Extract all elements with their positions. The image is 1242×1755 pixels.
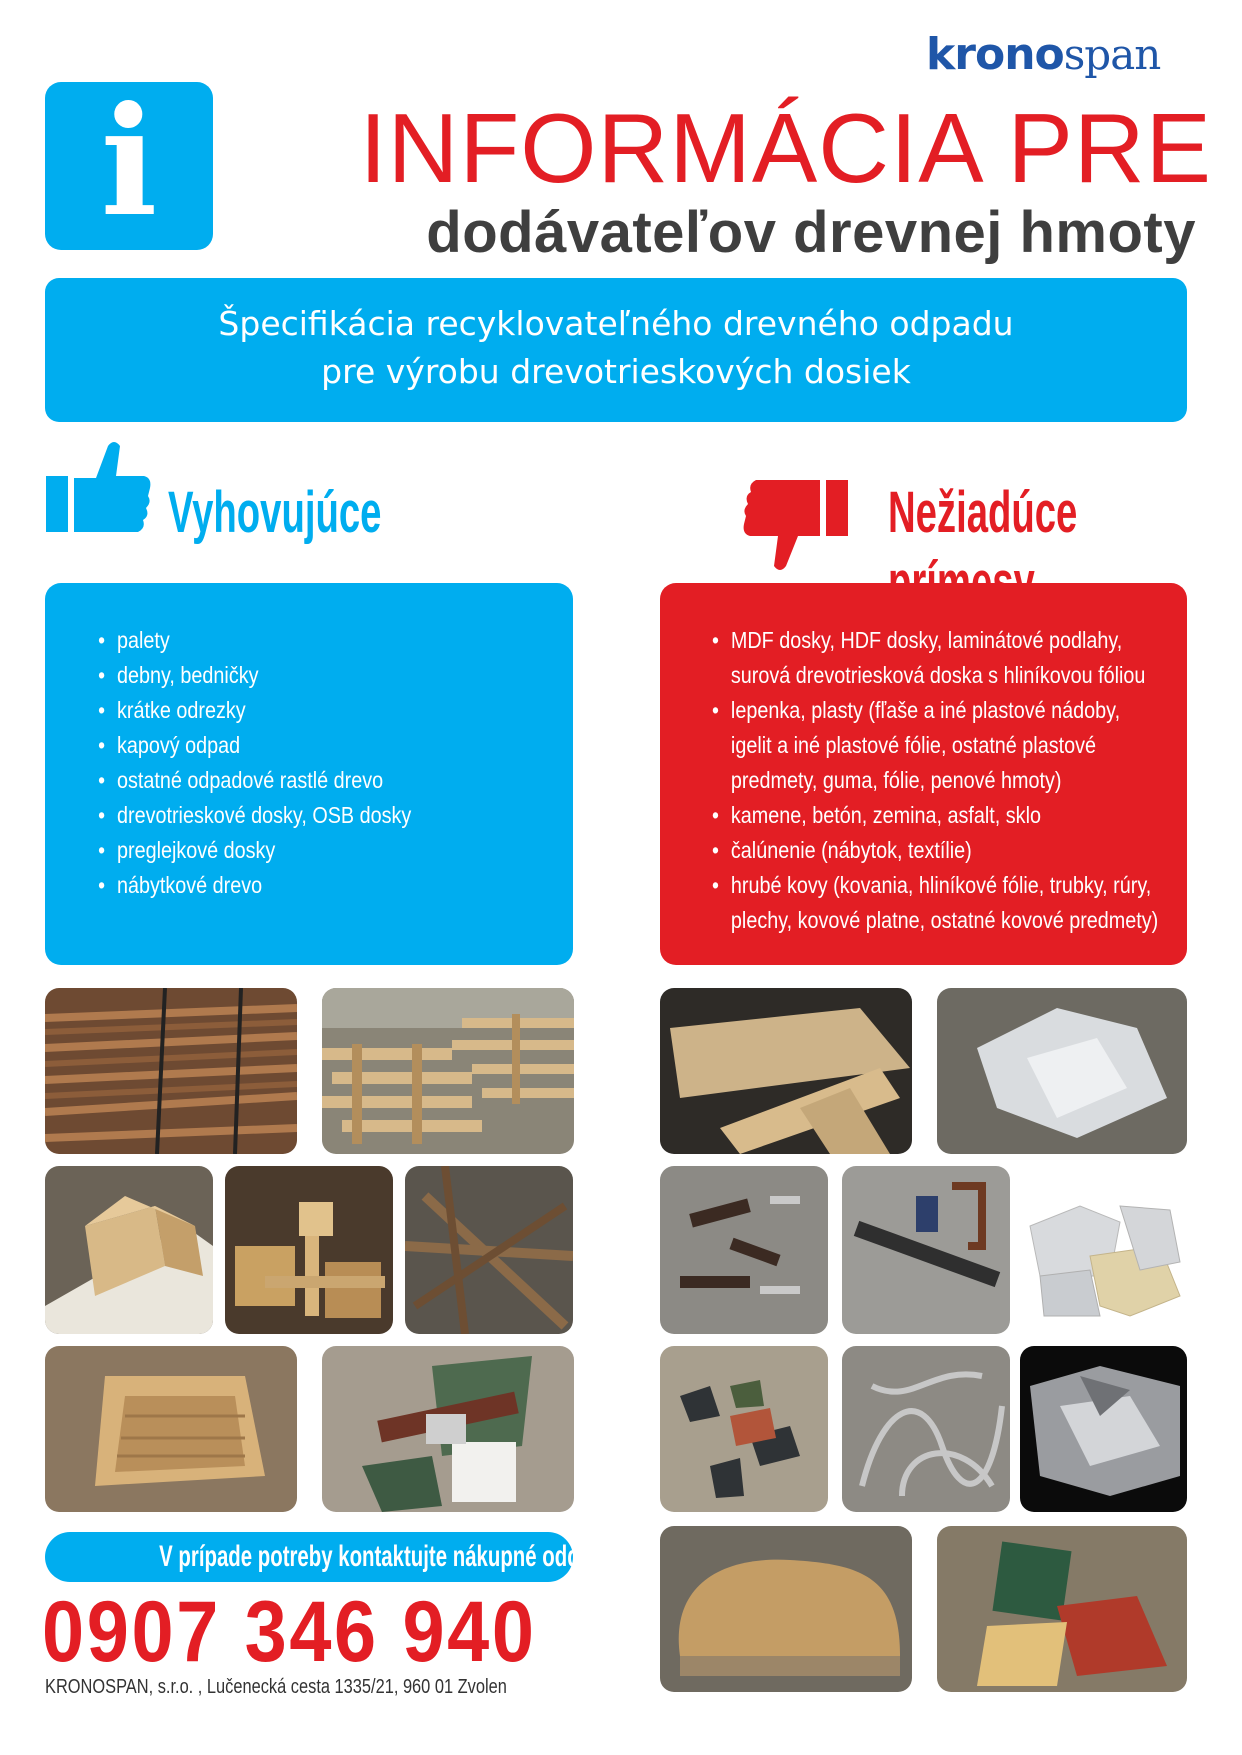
photo-chair-pieces bbox=[937, 1526, 1187, 1692]
photo-foam-upholstery bbox=[660, 1526, 912, 1692]
photo-furniture-panels bbox=[322, 1346, 574, 1512]
list-item: • MDF dosky, HDF dosky, laminátové podlahy, surová drevotriesková doska s hliníkovou fóliou bbox=[712, 623, 1159, 693]
contact-label-text: V prípade potreby kontaktujte nákupné oddelenie: bbox=[159, 1540, 645, 1573]
list-item: • nábytkové drevo bbox=[117, 868, 530, 903]
thumbs-up-icon bbox=[44, 438, 154, 548]
list-item: • drevotrieskové dosky, OSB dosky bbox=[117, 798, 530, 833]
unsuitable-heading: Nežiadúce bbox=[888, 480, 1078, 545]
list-item: • hrubé kovy (kovania, hliníkové fólie, trubky, rúry, plechy, kovové platne, ostatné kovové predmety) bbox=[712, 868, 1159, 938]
photo-aluminium-foil bbox=[1020, 1346, 1187, 1512]
photo-wood-offcuts bbox=[45, 988, 297, 1154]
unsuitable-list-panel bbox=[660, 583, 1187, 965]
photo-metal-tubes bbox=[842, 1346, 1010, 1512]
spec-line-2: pre výrobu drevotrieskových dosiek bbox=[321, 352, 911, 391]
list-item: • debny, bedničky bbox=[117, 658, 530, 693]
logo-text-light: span bbox=[1063, 30, 1161, 79]
suitable-list-panel bbox=[45, 583, 573, 965]
kronospan-logo bbox=[926, 28, 1188, 82]
company-address: KRONOSPAN, s.r.o. , Lučenecká cesta 1335/21, 960 01 Zvolen bbox=[45, 1676, 507, 1698]
list-item: • kamene, betón, zemina, asfalt, sklo bbox=[712, 798, 1159, 833]
list-item: • lepenka, plasty (fľaše a iné plastové nádoby, igelit a iné plastové fólie, ostatné plastové predmety, guma, fólie, penové hmoty) bbox=[712, 693, 1159, 798]
spec-line-1: Špecifikácia recyklovateľného drevného odpadu bbox=[218, 304, 1014, 343]
info-glyph: i bbox=[100, 82, 158, 250]
photo-metal-strips bbox=[842, 1166, 1010, 1334]
list-item: • preglejkové dosky bbox=[117, 833, 530, 868]
specification-banner bbox=[45, 278, 1187, 422]
unsuitable-list bbox=[712, 623, 1167, 938]
photo-cardboard bbox=[660, 988, 912, 1154]
photo-open-wooden-box bbox=[45, 1346, 297, 1512]
list-item: • čalúnenie (nábytok, textílie) bbox=[712, 833, 1159, 868]
photo-metal-fittings bbox=[660, 1166, 828, 1334]
photo-concrete-lumps bbox=[1020, 1166, 1187, 1334]
contact-label bbox=[45, 1532, 645, 1582]
photo-pallets bbox=[322, 988, 574, 1154]
suitable-heading: Vyhovujúce bbox=[168, 480, 382, 545]
list-item: • krátke odrezky bbox=[117, 693, 530, 728]
photo-wood-strips bbox=[405, 1166, 573, 1334]
list-item: • ostatné odpadové rastlé drevo bbox=[117, 763, 530, 798]
thumbs-down-icon bbox=[740, 470, 850, 580]
page-title: INFORMÁCIA PRE bbox=[359, 93, 1212, 203]
page-subtitle: dodávateľov drevnej hmoty bbox=[426, 200, 1196, 265]
photo-plastic-film bbox=[937, 988, 1187, 1154]
photo-wooden-crate bbox=[45, 1166, 213, 1334]
list-item: • palety bbox=[117, 623, 530, 658]
photo-stones-tiles bbox=[660, 1346, 828, 1512]
suitable-list bbox=[117, 623, 573, 903]
list-item: • kapový odpad bbox=[117, 728, 530, 763]
info-icon bbox=[45, 82, 213, 250]
photo-wood-blocks bbox=[225, 1166, 393, 1334]
phone-number[interactable]: 0907 346 940 bbox=[42, 1584, 537, 1680]
logo-text-bold: krono bbox=[926, 29, 1064, 80]
